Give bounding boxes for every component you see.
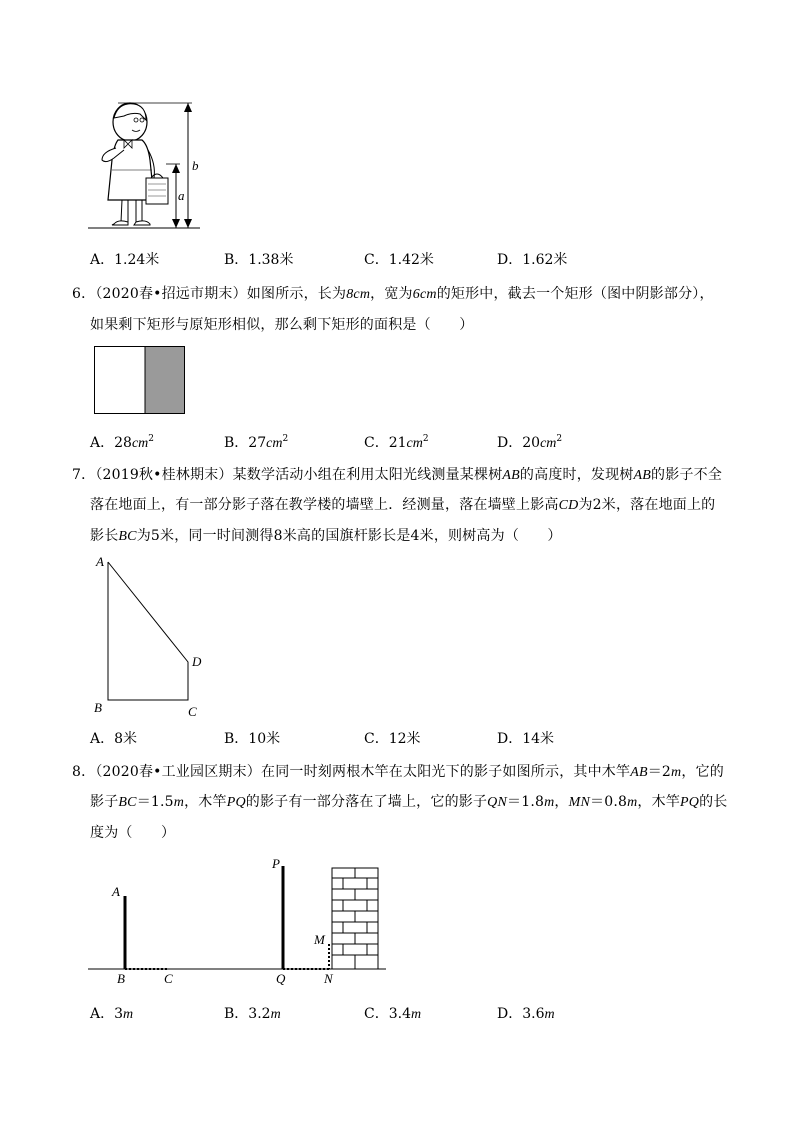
q5-option-b[interactable]: B．1.38米	[224, 252, 294, 268]
q7-option-d[interactable]: D．14米	[497, 731, 555, 747]
q5-label-b: b	[192, 158, 199, 173]
q8-label-B: B	[117, 971, 125, 986]
q8-label-M: M	[314, 932, 325, 947]
q6-shaded-rectangle	[145, 347, 185, 414]
q7-option-a[interactable]: A．8米	[90, 731, 138, 747]
q7-number: 7．	[72, 467, 96, 483]
q6-stem-line2: 如果剩下矩形与原矩形相似，那么剩下矩形的面积是（ ）	[90, 317, 474, 333]
q5-option-d[interactable]: D．1.62米	[497, 252, 568, 268]
q7-label-A: A	[96, 554, 104, 569]
q7-stem-line1: 7．（2019秋•桂林期末）某数学活动小组在利用太阳光线测量某棵树AB的高度时，发现树AB的影子不全	[72, 467, 723, 483]
q8-label-N: N	[324, 971, 333, 986]
q6-number: 6．	[72, 286, 96, 302]
q5-figure-girl	[88, 100, 208, 235]
q7-label-B: B	[94, 700, 102, 715]
q8-label-P: P	[272, 856, 280, 871]
q8-label-Q: Q	[276, 971, 286, 986]
q7-stem-line3: 影长BC为5米，同一时间测得8米高的国旗杆影长是4米，则树高为（ ）	[90, 528, 562, 544]
q6-stem-line1: 6．（2020春•招远市期末）如图所示，长为8cm，宽为6cm的矩形中，截去一个矩形（图中阴影部分），	[72, 286, 714, 302]
q5-option-c[interactable]: C．1.42米	[364, 252, 434, 268]
q5-label-a: a	[178, 188, 185, 203]
q6-option-c[interactable]: C．$21cm^2$	[364, 434, 429, 451]
q8-option-a[interactable]: A．3m	[90, 1006, 134, 1022]
q5-option-a[interactable]: A．1.24米	[90, 252, 160, 268]
q8-stem-line2: 影子BC＝1.5m，木竿PQ的影子有一部分落在了墙上，它的影子QN＝1.8m，MN＝0.8m，木竿PQ的长	[90, 794, 728, 810]
q7-label-C: C	[188, 704, 197, 719]
q8-stem-line1: 8．（2020春•工业园区期末）在同一时刻两根木竿在太阳光下的影子如图所示，其中木竿AB＝2m，它的	[72, 764, 724, 780]
q6-option-d[interactable]: D．$20cm^2$	[497, 434, 563, 451]
q8-stem-line3: 度为（ ）	[90, 825, 176, 841]
q8-option-c[interactable]: C．3.4m	[364, 1006, 422, 1022]
q6-option-a[interactable]: A．$28cm^2$	[90, 434, 155, 451]
q6-figure-rectangle	[94, 346, 186, 415]
q8-label-A: A	[112, 884, 120, 899]
q7-figure-tree-shadow	[92, 552, 222, 717]
q8-number: 8．	[72, 764, 96, 780]
q6-option-b[interactable]: B．$27cm^2$	[224, 434, 289, 451]
q8-option-d[interactable]: D．3.6m	[497, 1006, 555, 1022]
q8-label-C: C	[164, 971, 173, 986]
q7-stem-line2: 落在地面上，有一部分影子落在教学楼的墙壁上．经测量，落在墙壁上影高CD为2米，落在地面上的	[90, 497, 716, 513]
q8-option-b[interactable]: B．3.2m	[224, 1006, 281, 1022]
q7-option-b[interactable]: B．10米	[224, 731, 281, 747]
q7-label-D: D	[192, 654, 202, 669]
q8-brick-wall	[332, 868, 378, 969]
q8-figure-poles	[88, 852, 398, 987]
q7-option-c[interactable]: C．12米	[364, 731, 421, 747]
